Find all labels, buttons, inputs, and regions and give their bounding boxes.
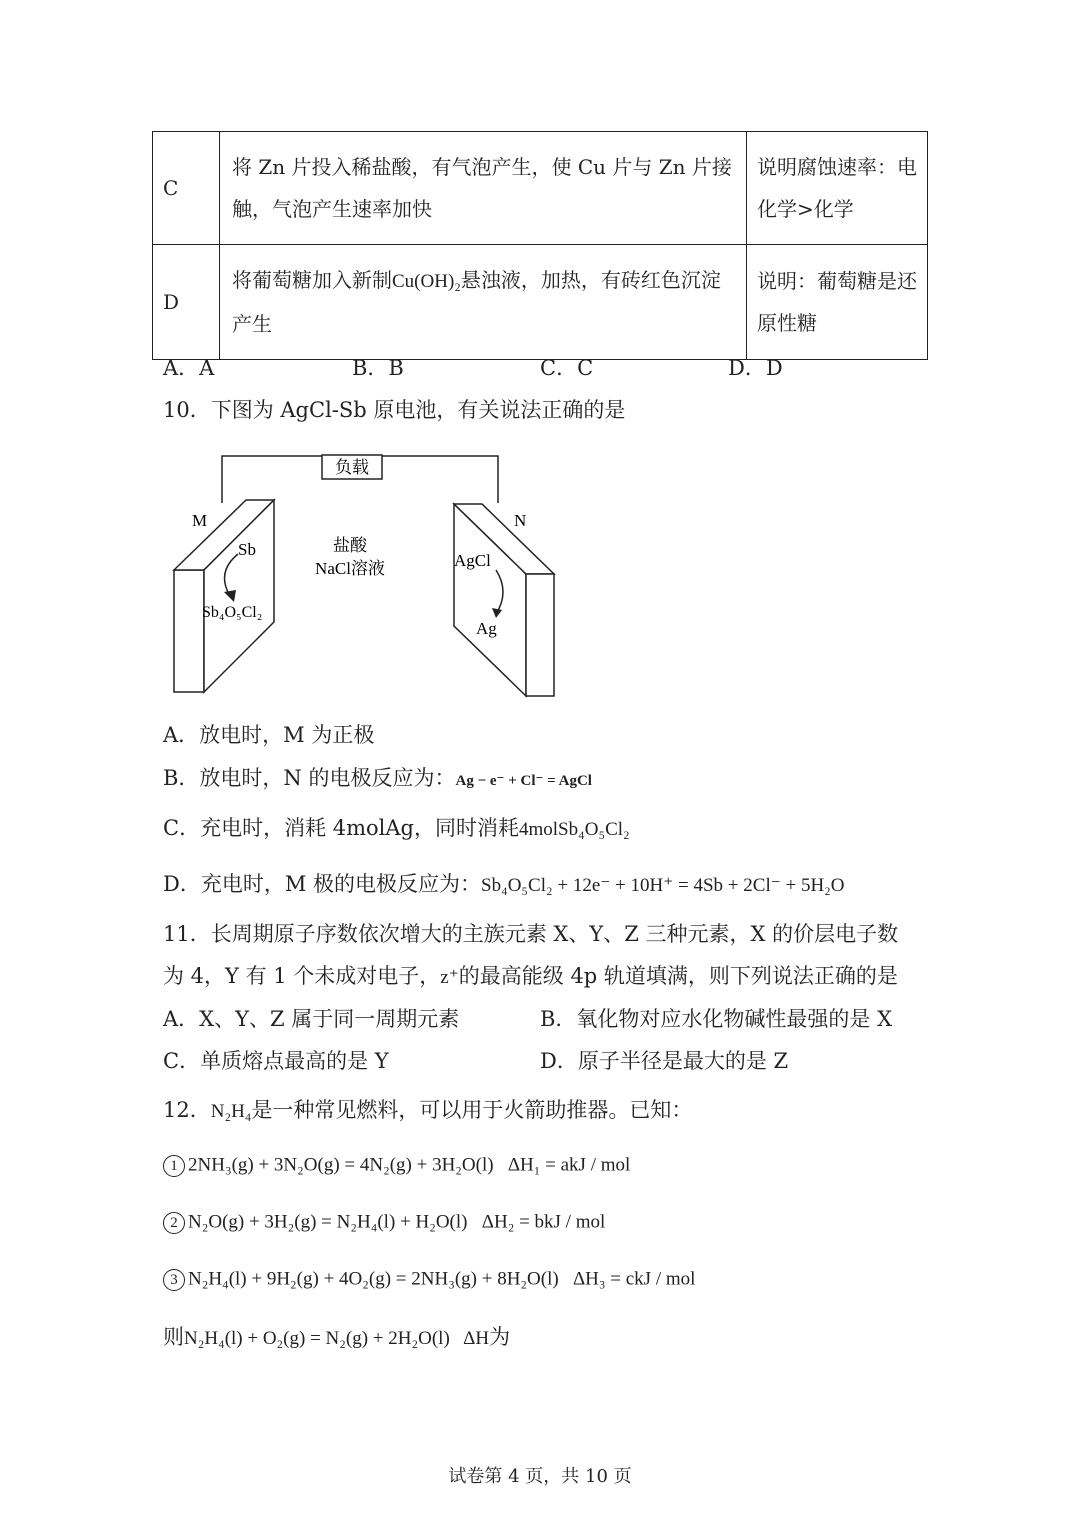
row-label: D bbox=[153, 245, 220, 360]
final-enthalpy: ΔH bbox=[463, 1328, 490, 1349]
wire-left bbox=[222, 456, 322, 503]
stem-number: 12． bbox=[163, 1098, 211, 1122]
left-bottom-label: Sb₄O₅Cl₂ bbox=[202, 604, 263, 621]
option-text: B．放电时，N 的电极反应为： bbox=[163, 766, 456, 790]
final-post: 为 bbox=[489, 1325, 511, 1349]
left-top-label: Sb bbox=[238, 540, 256, 559]
q9-table bbox=[152, 131, 928, 360]
stem-text: 是一种常见燃料，可以用于火箭助推器。已知： bbox=[251, 1098, 693, 1122]
page-footer: 试卷第 4 页，共 10 页 bbox=[448, 1466, 632, 1487]
q11-option-b: B．氧化物对应水化物碱性最强的是 X bbox=[540, 1007, 893, 1031]
reaction-2 bbox=[163, 1212, 605, 1234]
q9-option-d: D．D bbox=[728, 356, 783, 380]
n-label: N bbox=[514, 511, 527, 530]
q12-stem bbox=[163, 1100, 692, 1121]
load-label: 负载 bbox=[335, 458, 369, 477]
q9-option-b: B．B bbox=[352, 356, 404, 380]
cu-oh2-formula: Cu(OH)₂ bbox=[392, 271, 461, 292]
n2h4-formula: N₂H₄ bbox=[210, 1101, 252, 1122]
table-row bbox=[153, 245, 928, 360]
reaction-1 bbox=[163, 1155, 630, 1177]
right-electrode-side bbox=[526, 574, 554, 696]
reaction-equation: N₂H₄(l) + 9H₂(g) + 4O₂(g) = 2NH₃(g) + 8H₂O(l) bbox=[188, 1268, 559, 1290]
conclusion-cell: 说明：葡萄糖是还原性糖 bbox=[747, 245, 928, 360]
option-equation: Ag − e⁻ + Cl⁻ = AgCl bbox=[455, 773, 592, 789]
reaction-enthalpy: ΔH₃ = ckJ / mol bbox=[572, 1268, 696, 1290]
final-pre: 则 bbox=[163, 1325, 184, 1349]
q10-option-c bbox=[163, 818, 630, 839]
reaction-3 bbox=[163, 1269, 695, 1291]
battery-diagram bbox=[160, 446, 560, 706]
q11-option-c: C．单质熔点最高的是 Y bbox=[163, 1049, 389, 1073]
electrolyte-label-2: NaCl溶液 bbox=[315, 559, 385, 578]
reaction-enthalpy: ΔH₁ = akJ / mol bbox=[507, 1154, 631, 1176]
q11-stem-line2 bbox=[163, 966, 898, 987]
q10-option-b bbox=[163, 768, 592, 789]
experiment-text-post: 悬浊液，加热，有砖红色沉淀产生 bbox=[232, 268, 721, 336]
q11-option-a: A．X、Y、Z 属于同一周期元素 bbox=[163, 1007, 460, 1031]
wire-right bbox=[382, 456, 498, 503]
conclusion-cell: 说明腐蚀速率：电化学>化学 bbox=[747, 132, 928, 245]
q9-option-c: C．C bbox=[540, 356, 594, 380]
q10-option-d bbox=[163, 874, 845, 895]
circled-number-3: 3 bbox=[163, 1269, 185, 1291]
experiment-cell: 将 Zn 片投入稀盐酸，有气泡产生，使 Cu 片与 Zn 片接触，气泡产生速率加快 bbox=[220, 132, 747, 245]
option-text: C．充电时，消耗 4molAg，同时消耗 bbox=[163, 816, 519, 840]
q10-stem: 10．下图为 AgCl-Sb 原电池，有关说法正确的是 bbox=[163, 398, 626, 422]
stem-text-pre: 为 4，Y 有 1 个未成对电子， bbox=[163, 964, 441, 988]
q10-option-a: A．放电时，M 为正极 bbox=[163, 723, 375, 747]
option-text: D．充电时，M 极的电极反应为： bbox=[163, 872, 482, 896]
reaction-equation: 2NH₃(g) + 3N₂O(g) = 4N₂(g) + 3H₂O(l) bbox=[188, 1154, 494, 1176]
electrolyte-label-1: 盐酸 bbox=[333, 536, 367, 555]
reaction-enthalpy: ΔH₂ = bkJ / mol bbox=[481, 1211, 606, 1233]
reaction-equation: N₂O(g) + 3H₂(g) = N₂H₄(l) + H₂O(l) bbox=[188, 1211, 468, 1233]
left-electrode-front bbox=[174, 570, 204, 692]
q9-option-a: A．A bbox=[163, 356, 215, 380]
option-equation: Sb₄O₅Cl₂ + 12e⁻ + 10H⁺ = 4Sb + 2Cl⁻ + 5H₂O bbox=[481, 875, 845, 896]
stem-text-post: 的最高能级 4p 轨道填满，则下列说法正确的是 bbox=[458, 964, 898, 988]
table-row bbox=[153, 132, 928, 245]
experiment-cell bbox=[220, 245, 747, 360]
experiment-text-pre: 将葡萄糖加入新制 bbox=[232, 268, 392, 292]
circled-number-1: 1 bbox=[163, 1155, 185, 1177]
final-equation: N₂H₄(l) + O₂(g) = N₂(g) + 2H₂O(l) bbox=[184, 1328, 450, 1349]
circled-number-2: 2 bbox=[163, 1212, 185, 1234]
q11-stem-line1: 11．长周期原子序数依次增大的主族元素 X、Y、Z 三种元素，X 的价层电子数 bbox=[163, 922, 899, 946]
q12-final-question bbox=[163, 1327, 510, 1348]
right-bottom-label: Ag bbox=[476, 619, 497, 638]
right-top-label: AgCl bbox=[454, 551, 491, 570]
ion-symbol: z⁺ bbox=[440, 967, 459, 988]
option-equation: 4molSb₄O₅Cl₂ bbox=[518, 819, 630, 840]
m-label: M bbox=[192, 511, 208, 530]
row-label: C bbox=[153, 132, 220, 245]
q11-option-d: D．原子半径是最大的是 Z bbox=[540, 1049, 789, 1073]
